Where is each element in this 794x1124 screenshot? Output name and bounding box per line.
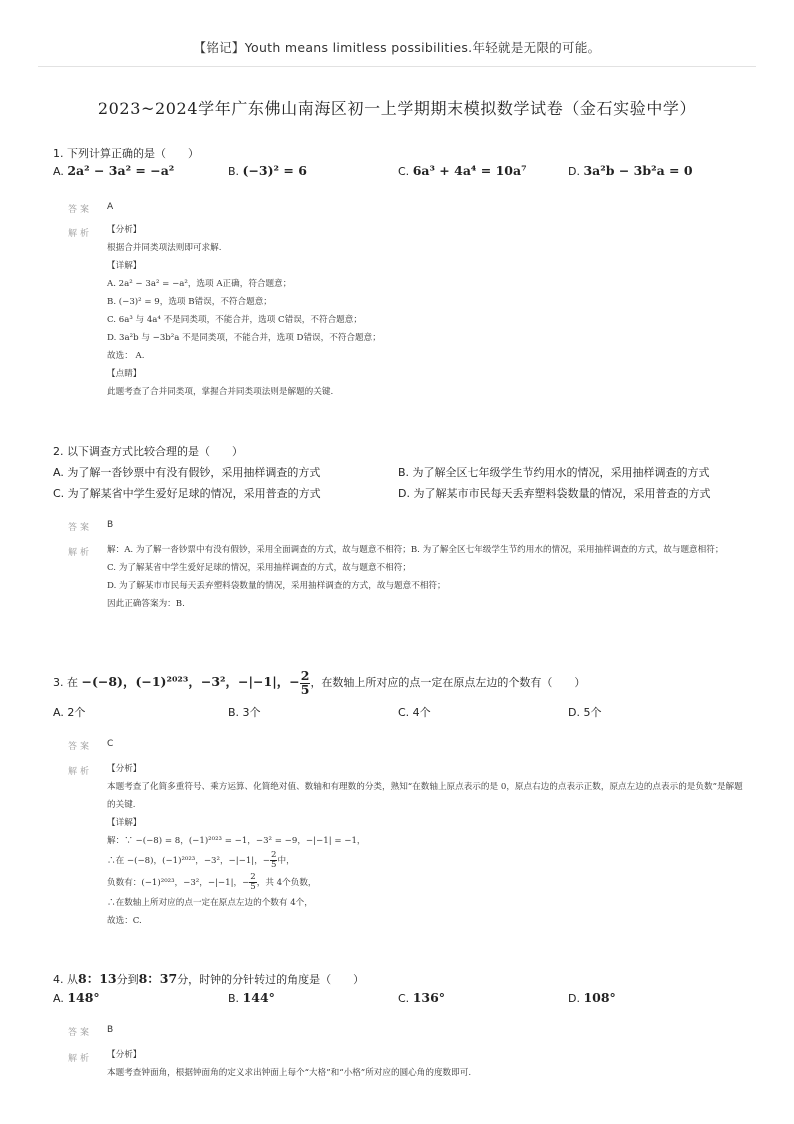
fraction-denominator: 5 [250,882,256,892]
analysis-line: 【分析】 [107,764,142,774]
analysis-label: 解析 [68,229,93,239]
q4-option-d[interactable] [568,990,616,1005]
q1-analysis [107,221,747,401]
option-letter: B. [228,165,240,178]
stem-time: 8：37 [138,971,178,986]
q1-option-a[interactable] [53,163,174,178]
analysis-text: ，共 4个负数， [256,878,317,888]
fraction-denominator: 5 [300,681,310,697]
option-math: (−3)² = 6 [242,163,307,178]
fraction-numerator: 2 [250,872,256,883]
analysis-line: C. 6a³ 与 4a⁴ 不是同类项，不能合并，选项 C错误，不符合题意； [107,315,362,325]
analysis-line: 【分析】 [107,1050,142,1060]
analysis-line: 解：A. 为了解一沓钞票中有没有假钞，采用全面调查的方式，故与题意不相符；B. 为了解全区七年级学生节约用水的情况，采用抽样调查的方式，故与题意相符； [107,545,724,555]
analysis-line: 【分析】 [107,225,142,235]
analysis-line: 【点睛】 [107,369,142,379]
option-letter: D. [568,165,580,178]
answer-label: 答案 [68,523,93,533]
header-divider [38,66,756,67]
analysis-line: 本题考查了化简多重符号、乘方运算、化简绝对值、数轴和有理数的分类，熟知“在数轴上原点表示的是 0，原点右边的点表示正数，原点左边的点表示的是负数”是解题的关键. [107,782,743,810]
analysis-text: 负数有：(−1)²⁰²³，−3²，−|−1|，− [107,878,250,888]
q1-answer: A [107,202,114,212]
analysis-label: 解析 [68,767,93,777]
option-letter: A. [53,165,64,178]
analysis-line: 【详解】 [107,818,142,828]
stem-text: 分，时钟的分针转过的角度是（ ） [177,973,365,986]
fraction-numerator: 2 [271,850,277,861]
analysis-line: C. 为了解某省中学生爱好足球的情况，采用抽样调查的方式，故与题意不相符； [107,563,411,573]
q3-answer: C [107,739,114,749]
stem-time: 8：13 [78,971,117,986]
option-math: 3a²b − 3b²a = 0 [583,163,693,178]
analysis-line: 故选： A. [107,351,145,361]
q4-option-c[interactable] [398,990,445,1005]
answer-label: 答案 [68,742,93,752]
stem-text: 4. 从 [53,973,78,986]
option-letter: A. [53,992,64,1005]
fraction-denominator: 5 [271,860,277,870]
question-1-stem: 1. 下列计算正确的是（ ） [53,147,199,160]
analysis-line: 本题考查钟面角，根据钟面角的定义求出钟面上每个“大格”和“小格”所对应的圆心角的度数即可. [107,1068,472,1078]
fraction [300,670,311,696]
q2-answer: B [107,520,114,530]
analysis-line [107,850,747,872]
fraction [249,873,256,891]
analysis-text: 中， [277,856,295,866]
motto-banner: 【铭记】Youth means limitless possibilities.年轻就是无限的可能。 [193,40,601,55]
analysis-line: 此题考查了合并同类项，掌握合并同类项法则是解题的关键. [107,387,334,397]
q3-option-a[interactable]: A. 2个 [53,706,86,719]
analysis-line: 【详解】 [107,261,142,271]
option-math: 148° [67,990,100,1005]
answer-label: 答案 [68,1028,93,1038]
stem-text: 分到 [116,973,139,986]
analysis-line: D. 为了解某市市民每天丢弃塑料袋数量的情况，采用抽样调查的方式，故与题意不相符； [107,581,446,591]
question-3-stem [53,670,585,696]
q2-option-a[interactable]: A. 为了解一沓钞票中有没有假钞，采用抽样调查的方式 [53,466,321,479]
stem-text: ，在数轴上所对应的点一定在原点左边的个数有（ ） [310,676,586,689]
analysis-line: 故选：C. [107,916,142,926]
q3-option-c[interactable]: C. 4个 [398,706,431,719]
analysis-text: ∴在 −(−8)，(−1)²⁰²³，−3²，−|−1|，− [107,856,270,866]
analysis-line: A. 2a² − 3a² = −a²，选项 A正确，符合题意； [107,279,292,289]
option-math: 2a² − 3a² = −a² [67,163,175,178]
option-math: 108° [583,990,616,1005]
option-letter: C. [398,992,410,1005]
analysis-line: 根据合并同类项法则即可求解. [107,243,222,253]
stem-math: −(−8)，(−1)²⁰²³，−3²，−|−1|，− [81,674,300,689]
q2-option-d[interactable]: D. 为了解某市市民每天丢弃塑料袋数量的情况，采用普查的方式 [398,487,711,500]
question-2-stem: 2. 以下调查方式比较合理的是（ ） [53,445,243,458]
q1-option-d[interactable] [568,163,693,178]
analysis-line: B. (−3)² = 9，选项 B错误，不符合题意； [107,297,272,307]
option-math: 6a³ + 4a⁴ = 10a⁷ [412,163,527,178]
page-title: 2023~2024学年广东佛山南海区初一上学期期末模拟数学试卷（金石实验中学） [97,99,697,118]
q4-option-b[interactable] [228,990,275,1005]
q1-option-b[interactable] [228,163,307,178]
option-letter: B. [228,992,240,1005]
option-letter: C. [398,165,410,178]
option-math: 136° [412,990,446,1005]
q3-option-b[interactable]: B. 3个 [228,706,261,719]
q3-analysis [107,760,747,930]
q2-option-c[interactable]: C. 为了解某省中学生爱好足球的情况，采用普查的方式 [53,487,321,500]
q1-option-c[interactable] [398,163,527,178]
analysis-label: 解析 [68,1054,93,1064]
analysis-line: 解：∵ −(−8) = 8，(−1)²⁰²³ = −1，−3² = −9，−|−1| = −1， [107,836,366,846]
analysis-line: D. 3a²b 与 −3b²a 不是同类项，不能合并，选项 D错误，不符合题意； [107,333,381,343]
stem-text: 3. 在 [53,676,78,689]
analysis-line: ∴在数轴上所对应的点一定在原点左边的个数有 4个， [107,898,313,908]
analysis-label: 解析 [68,548,93,558]
q3-option-d[interactable]: D. 5个 [568,706,602,719]
option-letter: D. [568,992,580,1005]
analysis-line [107,872,747,894]
option-math: 144° [242,990,275,1005]
q2-option-b[interactable]: B. 为了解全区七年级学生节约用水的情况，采用抽样调查的方式 [398,466,710,479]
answer-label: 答案 [68,205,93,215]
fraction-numerator: 2 [300,668,310,683]
q2-analysis [107,541,747,613]
q4-answer: B [107,1025,114,1035]
question-4-stem [53,969,364,987]
analysis-line: 因此正确答案为：B. [107,599,185,609]
q4-analysis [107,1046,747,1082]
q4-option-a[interactable] [53,990,100,1005]
